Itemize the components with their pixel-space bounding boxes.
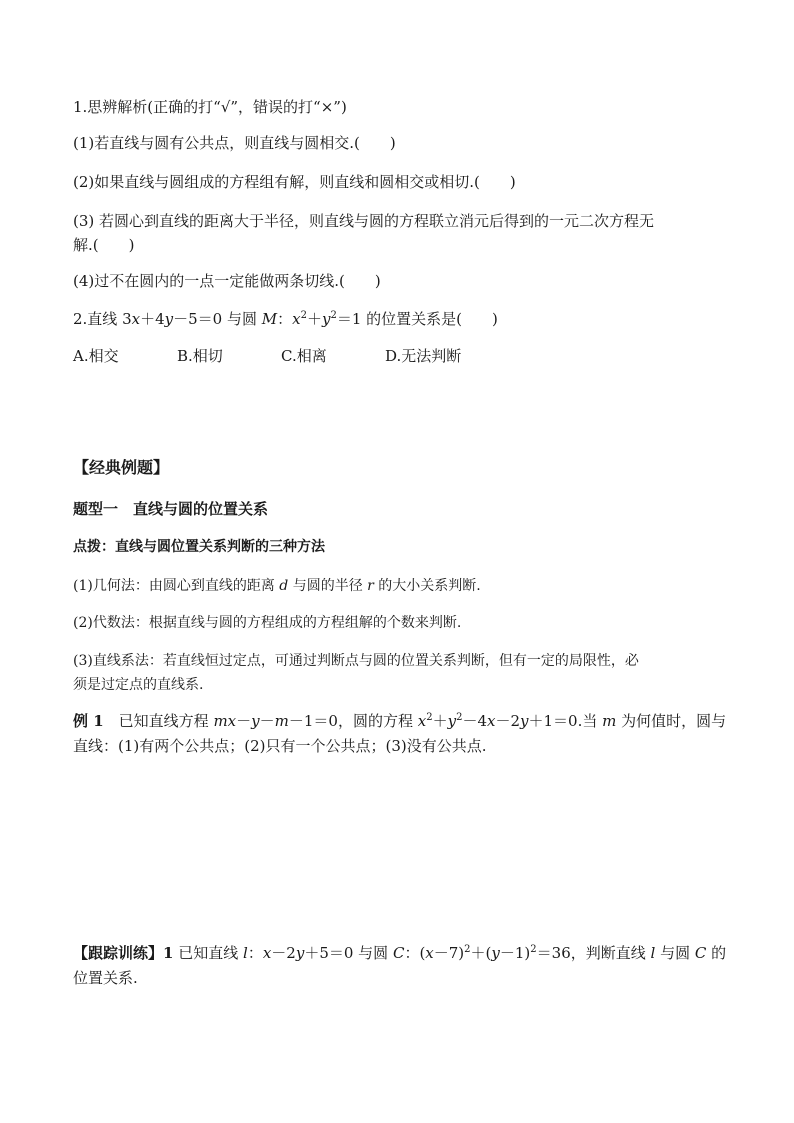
- method-3-line1: (3)直线系法：若直线恒过定点，可通过判断点与圆的位置关系判断，但有一定的局限性，必: [73, 653, 639, 669]
- q1-title: 1.思辨解析(正确的打“√”，错误的打“×”): [73, 98, 347, 116]
- q1-item-2: (2)如果直线与圆组成的方程组有解，则直线和圆相交或相切.( ): [73, 173, 516, 191]
- option-d: D.无法判断: [385, 347, 462, 365]
- track-1-line2: 位置关系.: [73, 969, 138, 987]
- q1-item-4: (4)过不在圆内的一点一定能做两条切线.( ): [73, 272, 381, 290]
- q1-item-1: (1)若直线与圆有公共点，则直线与圆相交.( ): [73, 134, 396, 152]
- method-3-line2: 须是过定点的直线系.: [73, 677, 204, 693]
- q2-stem: 2.直线 3x＋4y－5＝0 与圆 M：$x^2+y^2=1$ 的位置关系是( ): [73, 310, 498, 328]
- track-label: 【跟踪训练】1: [73, 944, 174, 962]
- option-b: B.相切: [177, 347, 223, 365]
- tip-title: 点拨：直线与圆位置关系判断的三种方法: [73, 539, 325, 555]
- q1-item-3-line1: (3) 若圆心到直线的距离大于半径，则直线与圆的方程联立消元后得到的一元二次方程无: [73, 212, 655, 230]
- option-a: A.相交: [73, 347, 119, 365]
- section-title: 【经典例题】: [73, 458, 170, 477]
- track-1-line1: 【跟踪训练】1 已知直线 l：x－2y＋5＝0 与圆 C：$(x-7)^2+(y-1)^2=36$，判断直线 l 与圆 C 的: [73, 944, 727, 962]
- example-label: 例 1: [73, 712, 104, 730]
- method-1: (1)几何法：由圆心到直线的距离 d 与圆的半径 r 的大小关系判断.: [73, 578, 481, 594]
- method-2: (2)代数法：根据直线与圆的方程组成的方程组解的个数来判断.: [73, 615, 462, 631]
- example-1-line2: 直线：(1)有两个公共点；(2)只有一个公共点；(3)没有公共点.: [73, 737, 487, 755]
- q2-options: [73, 346, 489, 366]
- q1-item-3-line2: 解.( ): [73, 236, 135, 254]
- example-1-line1: 例 1 已知直线方程 mx－y－m－1＝0，圆的方程 $x^2+y^2-4x-2y+1=0$.当 m 为何值时，圆与: [73, 712, 727, 730]
- option-c: C.相离: [281, 347, 327, 365]
- type-title: 题型一 直线与圆的位置关系: [73, 500, 269, 518]
